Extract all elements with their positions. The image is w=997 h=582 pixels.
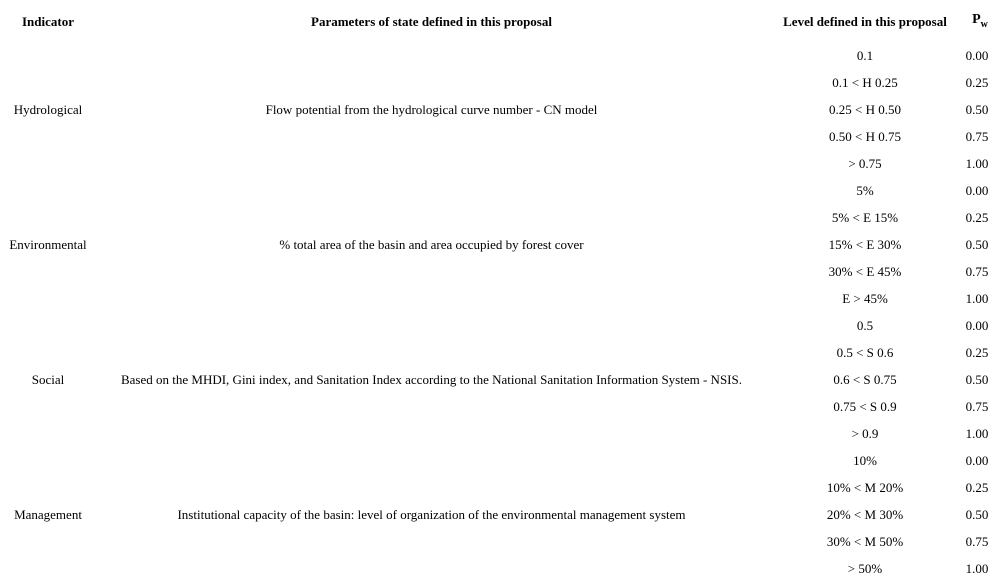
- pw-cell: 0.50: [965, 102, 989, 117]
- pw-cell: 0.75: [965, 129, 989, 144]
- pw-cell: 0.25: [965, 75, 989, 90]
- pw-cell: 0.00: [965, 453, 989, 468]
- parameters-cell: Flow potential from the hydrological curve number - CN model: [265, 102, 598, 117]
- pw-cell: 0.75: [965, 399, 989, 414]
- level-cell: > 0.75: [848, 156, 882, 171]
- pw-cell: 0.50: [965, 372, 989, 387]
- pw-cell: 1.00: [965, 291, 989, 306]
- pw-cell: 0.75: [965, 534, 989, 549]
- pw-cell: 0.25: [965, 480, 989, 495]
- level-cell: 30% < E 45%: [828, 264, 902, 279]
- header-pw: [963, 0, 997, 42]
- level-cell: 15% < E 30%: [828, 237, 902, 252]
- level-cell: 10%: [853, 453, 877, 468]
- header-parameters: Parameters of state defined in this proposal: [311, 13, 552, 29]
- level-cell: 0.75 < S 0.9: [833, 399, 897, 414]
- pw-cell: 0.50: [965, 237, 989, 252]
- header-row: [0, 0, 997, 42]
- pw-cell: 0.50: [965, 507, 989, 522]
- table-row: [0, 447, 997, 474]
- pw-cell: 0.25: [965, 345, 989, 360]
- level-cell: 0.1: [856, 48, 874, 63]
- header-level: Level defined in this proposal: [783, 13, 947, 29]
- table-row: [0, 42, 997, 69]
- level-cell: 0.25 < H 0.50: [829, 102, 901, 117]
- pw-cell: 0.25: [965, 210, 989, 225]
- indicator-cell: Social: [31, 372, 65, 387]
- pw-cell: 0.00: [965, 318, 989, 333]
- level-cell: 0.5 < S 0.6: [836, 345, 894, 360]
- table-body: [0, 42, 997, 582]
- level-cell: 0.50 < H 0.75: [829, 129, 901, 144]
- indicator-cell: Environmental: [9, 237, 87, 252]
- level-cell: 30% < M 50%: [826, 534, 904, 549]
- level-cell: > 0.9: [851, 426, 879, 441]
- parameters-cell: Institutional capacity of the basin: level of organization of the environmental management system: [177, 507, 686, 522]
- parameters-cell: % total area of the basin and area occupied by forest cover: [279, 237, 584, 252]
- level-cell: 0.1 < H 0.25: [832, 75, 898, 90]
- pw-cell: 1.00: [965, 426, 989, 441]
- pw-cell: 1.00: [965, 156, 989, 171]
- table-row: [0, 312, 997, 339]
- level-cell: 0.5: [856, 318, 874, 333]
- level-cell: 20% < M 30%: [826, 507, 904, 522]
- table-row: [0, 177, 997, 204]
- header-pw-main: P: [972, 12, 981, 27]
- parameters-cell: Based on the MHDI, Gini index, and Sanitation Index according to the National Sanitation Information System - NSIS.: [120, 372, 742, 387]
- pw-cell: 0.00: [965, 48, 989, 63]
- level-cell: 5%: [856, 183, 874, 198]
- level-cell: 0.6 < S 0.75: [833, 372, 897, 387]
- pw-cell: 0.00: [965, 183, 989, 198]
- level-cell: 5% < E 15%: [831, 210, 899, 225]
- level-cell: E > 45%: [842, 291, 888, 306]
- table-header: [0, 0, 997, 42]
- indicator-cell: Management: [14, 507, 82, 522]
- indicator-cell: Hydrological: [13, 102, 83, 117]
- level-cell: 10% < M 20%: [826, 480, 904, 495]
- level-cell: > 50%: [847, 561, 883, 576]
- header-pw-sub: w: [980, 19, 988, 30]
- pw-cell: 1.00: [965, 561, 989, 576]
- pw-cell: 0.75: [965, 264, 989, 279]
- header-indicator: Indicator: [22, 13, 74, 29]
